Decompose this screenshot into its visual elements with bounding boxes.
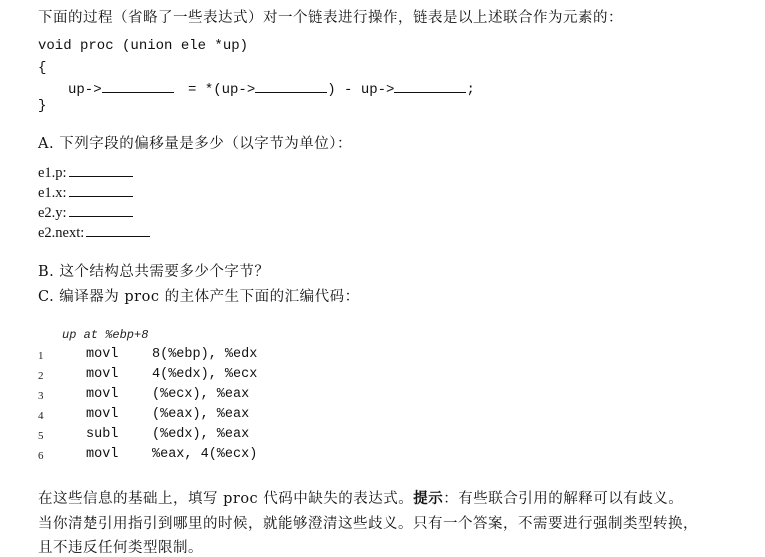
asm-line-number: 1 [38,350,44,362]
asm-line-number: 4 [38,410,44,422]
asm-op: movl [86,387,119,402]
field-e1-x: e1.x: [38,184,133,202]
stmt-part-c: ) - up-> [327,82,395,98]
code-statement [68,80,475,98]
blank-e1-x [69,184,133,197]
asm-op: movl [86,347,119,362]
asm-line-number: 6 [38,450,44,462]
code-open-brace: { [38,60,47,76]
question-a: A. 下列字段的偏移量是多少（以字节为单位）： [38,136,352,152]
asm-args: (%eax), %eax [152,407,250,422]
asm-op: movl [86,407,119,422]
blank-2 [255,80,327,93]
field-e1-p: e1.p: [38,164,133,182]
field-e2-y: e2.y: [38,204,133,222]
asm-args: 8(%ebp), %edx [152,347,258,362]
hint-label: 提示 [413,490,444,507]
intro-text: 下面的过程（省略了一些表达式）对一个链表进行操作，链表是以上述联合作为元素的： [38,10,623,26]
blank-e1-p [69,164,133,177]
code-signature: void proc (union ele *up) [38,38,249,54]
blank-e2-y [69,204,133,217]
asm-line-number: 3 [38,390,44,402]
code-close-brace: } [38,98,47,114]
stmt-part-d: ; [466,82,475,98]
question-c: C. 编译器为 proc 的主体产生下面的汇编代码： [38,289,360,305]
stmt-part-b: = *(up-> [188,82,256,98]
blank-e2-next [86,224,150,237]
question-b: B. 这个结构总共需要多少个字节？ [38,264,270,280]
field-e2-next: e2.next: [38,224,150,242]
blank-3 [394,80,466,93]
asm-op: movl [86,367,119,382]
closing-line-3: 且不违反任何类型限制。 [38,540,203,556]
closing-line-2: 当你清楚引用指引到哪里的时候，就能够澄清这些歧义。只有一个答案，不需要进行强制类型转换， [38,516,698,532]
asm-op: subl [86,427,119,442]
asm-line-number: 2 [38,370,44,382]
asm-args: (%ecx), %eax [152,387,250,402]
asm-op: movl [86,447,119,462]
asm-line-number: 5 [38,430,44,442]
stmt-part-a: up-> [68,82,102,98]
asm-args: (%edx), %eax [152,427,250,442]
asm-args: %eax, 4(%ecx) [152,447,258,462]
blank-1 [102,80,174,93]
closing-line-1: 在这些信息的基础上，填写 proc 代码中缺失的表达式。提示：有些联合引用的解释可以有歧义。 [38,490,684,507]
asm-note: up at %ebp+8 [62,328,149,342]
asm-args: 4(%edx), %ecx [152,367,258,382]
